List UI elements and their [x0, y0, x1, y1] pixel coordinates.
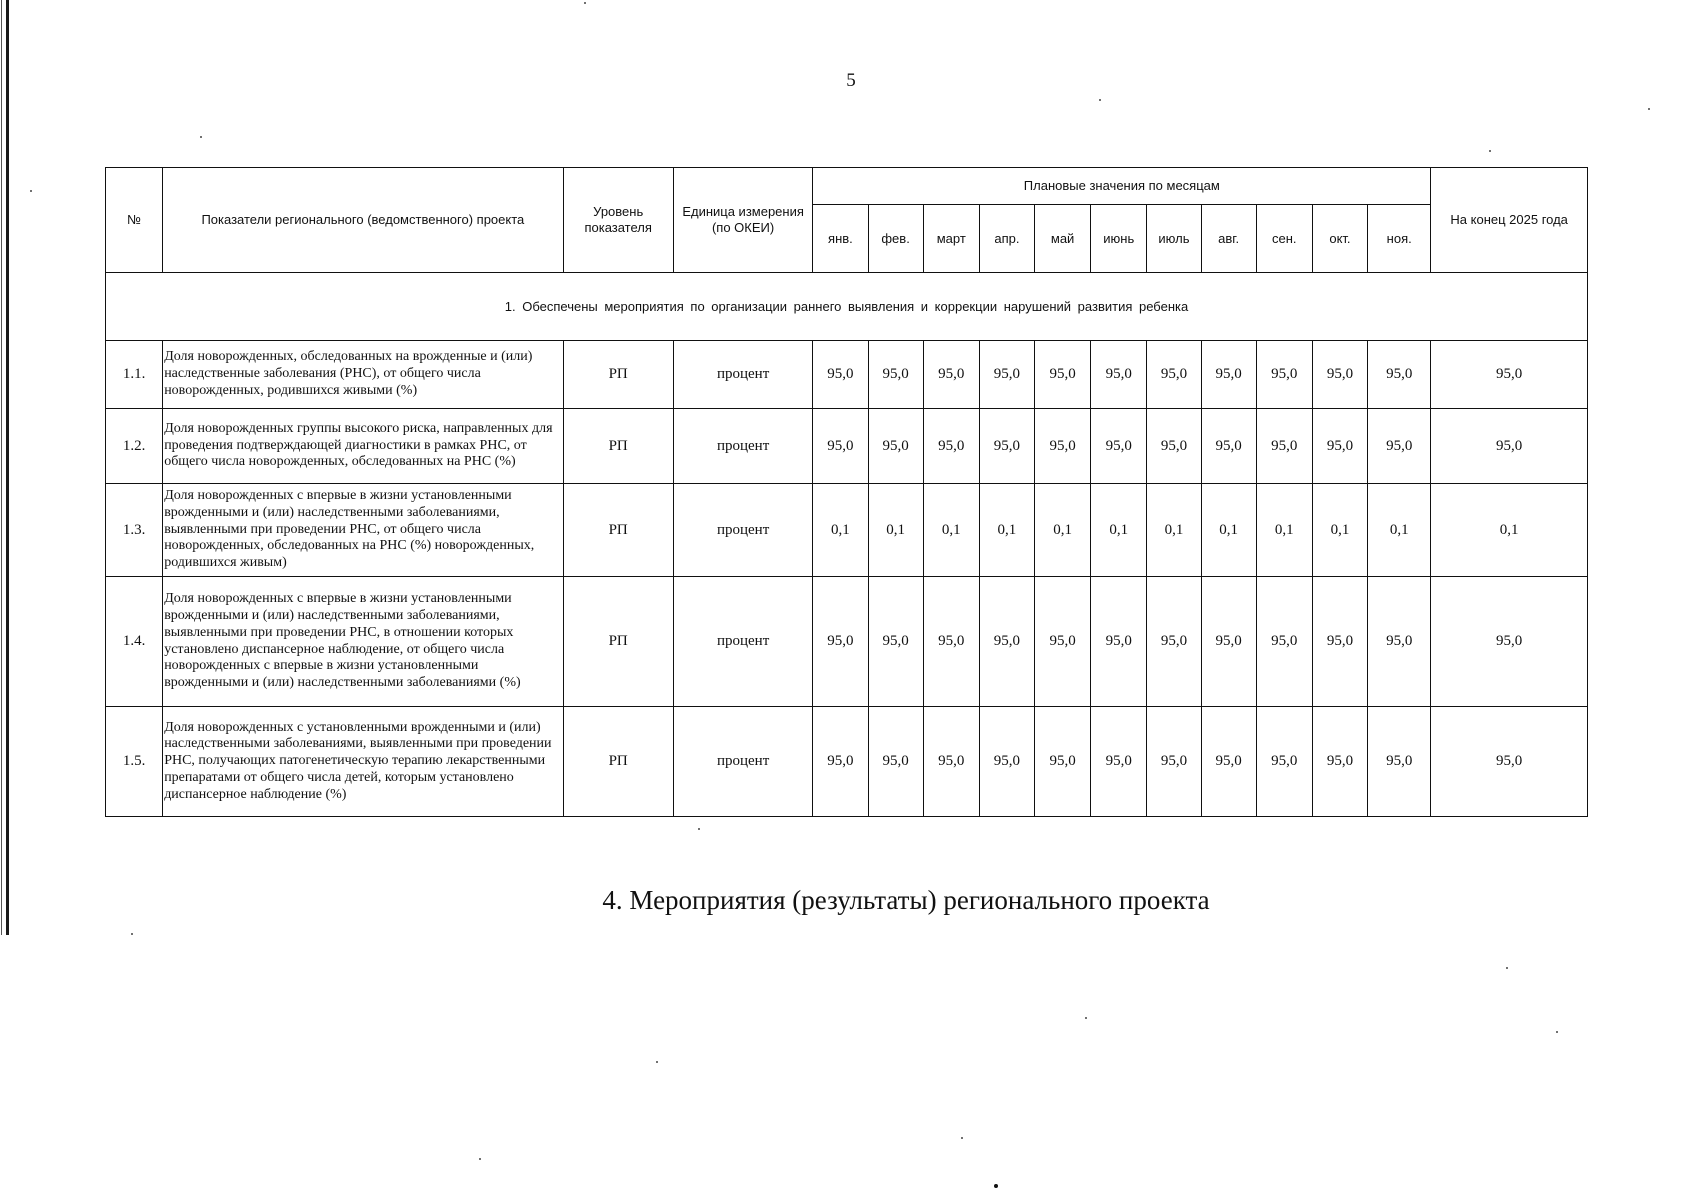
table-row [106, 707, 1588, 817]
monthly-value: 95,0 [868, 409, 923, 484]
monthly-value: 95,0 [1312, 409, 1367, 484]
monthly-value: 0,1 [1147, 484, 1201, 577]
unit-of-measure: процент [673, 341, 812, 409]
monthly-value: 95,0 [813, 577, 868, 707]
header-month: апр. [979, 205, 1034, 273]
header-month: июль [1147, 205, 1201, 273]
scan-speck [1099, 99, 1101, 101]
monthly-value: 95,0 [1147, 577, 1201, 707]
unit-of-measure: процент [673, 484, 812, 577]
indicators-table-container [105, 167, 1588, 817]
monthly-value: 95,0 [979, 341, 1034, 409]
monthly-value: 95,0 [1201, 707, 1256, 817]
indicator-level: РП [563, 409, 673, 484]
indicator-level: РП [563, 577, 673, 707]
indicator-level: РП [563, 341, 673, 409]
monthly-value: 0,1 [1201, 484, 1256, 577]
monthly-value: 0,1 [1312, 484, 1367, 577]
monthly-value: 95,0 [1147, 409, 1201, 484]
year-end-value: 95,0 [1431, 409, 1588, 484]
year-end-value: 95,0 [1431, 577, 1588, 707]
row-number: 1.5. [106, 707, 163, 817]
table-row [106, 409, 1588, 484]
monthly-value: 95,0 [1256, 577, 1312, 707]
header-month: сен. [1256, 205, 1312, 273]
monthly-value: 95,0 [979, 577, 1034, 707]
monthly-value: 95,0 [1256, 341, 1312, 409]
monthly-value: 0,1 [813, 484, 868, 577]
scan-speck [656, 1061, 658, 1063]
header-month: ноя. [1368, 205, 1431, 273]
scan-speck [994, 1184, 998, 1188]
unit-of-measure: процент [673, 707, 812, 817]
monthly-value: 95,0 [813, 409, 868, 484]
scan-speck [1489, 150, 1491, 152]
scan-speck [131, 933, 133, 935]
header-year-end: На конец 2025 года [1431, 168, 1588, 273]
header-level [563, 168, 673, 273]
header-month: март [923, 205, 979, 273]
scan-speck [479, 1158, 481, 1160]
monthly-value: 95,0 [1201, 341, 1256, 409]
scan-speck [584, 2, 586, 4]
monthly-value: 95,0 [923, 341, 979, 409]
indicator-description: Доля новорожденных с впервые в жизни установленными врожденными и (или) наследственными заболеваниями, выявленными при проведении РНС, в отношении которых установлено диспансерное наблюдение, от общего числа новорожденных с впервые в жизни установленными врожденными и (или) наследственными заболеваниями (%) [163, 577, 563, 707]
monthly-value: 0,1 [868, 484, 923, 577]
monthly-value: 95,0 [1091, 409, 1147, 484]
header-month: авг. [1201, 205, 1256, 273]
header-num: № [106, 168, 163, 273]
indicators-table [105, 167, 1588, 817]
monthly-value: 95,0 [1035, 577, 1091, 707]
monthly-value: 95,0 [868, 341, 923, 409]
header-month: янв. [813, 205, 868, 273]
monthly-value: 95,0 [1091, 707, 1147, 817]
scan-speck [1506, 967, 1508, 969]
year-end-value: 95,0 [1431, 341, 1588, 409]
header-month: фев. [868, 205, 923, 273]
scan-edge-line-thin [1, 0, 2, 935]
scan-speck [1085, 1017, 1087, 1019]
monthly-value: 95,0 [813, 341, 868, 409]
header-unit: Единица измерения (по ОКЕИ) [673, 168, 812, 273]
monthly-value: 95,0 [1368, 707, 1431, 817]
monthly-value: 0,1 [979, 484, 1034, 577]
year-end-value: 95,0 [1431, 707, 1588, 817]
indicator-description: Доля новорожденных, обследованных на врожденные и (или) наследственные заболевания (РНС), от общего числа новорожденных, родившихся живыми (%) [163, 341, 563, 409]
monthly-value: 95,0 [1201, 409, 1256, 484]
monthly-value: 95,0 [1256, 409, 1312, 484]
scan-speck [30, 190, 32, 192]
monthly-value: 0,1 [1035, 484, 1091, 577]
scan-speck [1648, 108, 1650, 110]
monthly-value: 95,0 [868, 707, 923, 817]
monthly-value: 95,0 [979, 707, 1034, 817]
indicator-level: РП [563, 484, 673, 577]
monthly-value: 95,0 [1256, 707, 1312, 817]
scan-speck [961, 1137, 963, 1139]
header-indicator: Показатели регионального (ведомственного) проекта [163, 168, 563, 273]
monthly-value: 95,0 [1147, 707, 1201, 817]
scan-speck [200, 136, 202, 138]
monthly-value: 95,0 [1091, 341, 1147, 409]
monthly-value: 95,0 [1312, 577, 1367, 707]
header-month: май [1035, 205, 1091, 273]
table-row [106, 484, 1588, 577]
scan-edge-line [6, 0, 9, 935]
monthly-value: 95,0 [1368, 409, 1431, 484]
header-planned-values: Плановые значения по месяцам [813, 168, 1431, 205]
monthly-value: 0,1 [923, 484, 979, 577]
row-number: 1.4. [106, 577, 163, 707]
section-title: 4. Мероприятия (результаты) регионального проекта [602, 885, 1210, 915]
monthly-value: 95,0 [868, 577, 923, 707]
header-month: июнь [1091, 205, 1147, 273]
monthly-value: 95,0 [923, 707, 979, 817]
monthly-value: 95,0 [1201, 577, 1256, 707]
monthly-value: 95,0 [1147, 341, 1201, 409]
table-row [106, 577, 1588, 707]
monthly-value: 0,1 [1256, 484, 1312, 577]
indicator-description: Доля новорожденных с установленными врожденными и (или) наследственными заболеваниями, выявленными при проведении РНС, получающих патогенетическую терапию лекарственными препаратами от общего числа детей, которым установлено диспансерное наблюдение (%) [163, 707, 563, 817]
table-row [106, 341, 1588, 409]
monthly-value: 0,1 [1368, 484, 1431, 577]
scan-speck [1556, 1031, 1558, 1033]
header-level-label: Уровень показателя [584, 203, 652, 235]
monthly-value: 95,0 [923, 577, 979, 707]
monthly-value: 95,0 [813, 707, 868, 817]
year-end-value: 0,1 [1431, 484, 1588, 577]
indicator-level: РП [563, 707, 673, 817]
monthly-value: 95,0 [1312, 707, 1367, 817]
indicator-description: Доля новорожденных группы высокого риска, направленных для проведения подтверждающей диагностики в рамках РНС, от общего числа новорожденных, обследованных на РНС (%) [163, 409, 563, 484]
monthly-value: 95,0 [1035, 341, 1091, 409]
monthly-value: 95,0 [1312, 341, 1367, 409]
indicator-description: Доля новорожденных с впервые в жизни установленными врожденными и (или) наследственными заболеваниями, выявленными при проведении РНС, от общего числа новорожденных, обследованных на РНС (%) новорожденных, родившихся живым) [163, 484, 563, 577]
unit-of-measure: процент [673, 577, 812, 707]
monthly-value: 95,0 [1035, 707, 1091, 817]
monthly-value: 95,0 [1368, 341, 1431, 409]
row-number: 1.1. [106, 341, 163, 409]
header-month: окт. [1312, 205, 1367, 273]
monthly-value: 95,0 [1091, 577, 1147, 707]
unit-of-measure: процент [673, 409, 812, 484]
monthly-value: 95,0 [923, 409, 979, 484]
section-header-row: 1. Обеспечены мероприятия по организации раннего выявления и коррекции нарушений развития ребенка [106, 273, 1588, 341]
scan-speck [698, 828, 700, 830]
monthly-value: 0,1 [1091, 484, 1147, 577]
monthly-value: 95,0 [1368, 577, 1431, 707]
row-number: 1.3. [106, 484, 163, 577]
page-number: 5 [846, 70, 856, 91]
row-number: 1.2. [106, 409, 163, 484]
monthly-value: 95,0 [1035, 409, 1091, 484]
monthly-value: 95,0 [979, 409, 1034, 484]
